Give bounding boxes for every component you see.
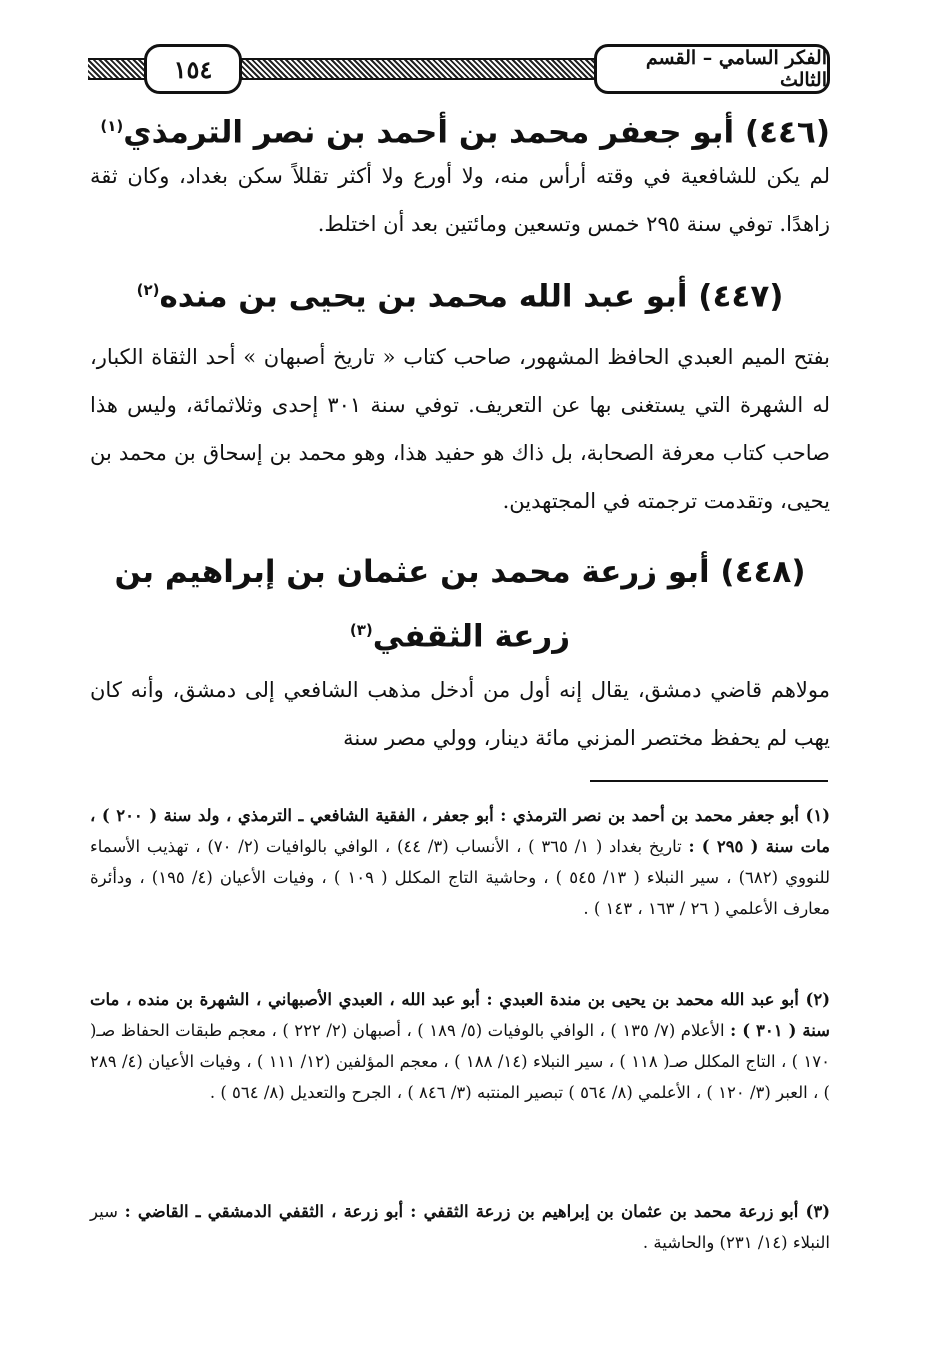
footnote-body: تاريخ بغداد ( ١/ ٣٦٥ ) ، الأنساب (٣/ ٤٤) ، الوافي بالوافيات (٢/ ٧٠) ، تهذيب الأسماء للنووي (٦٨٢) ، سير النبلاء ( ١٣/ ٥٤٥ ) ، وحاشية التاج المكلل ( ١٠٩ ) ، وفيات الأعيان (٤/ ١٩٥) ، ودأئرة معارف الأعلمي ( ٢٦ / ١٦٣ ، ١٤٣ ) . [90,837,831,918]
heading-text: (٤٤٧) أبو عبد الله محمد بن يحيى بن منده [159,278,784,315]
footnote-2 [90,984,830,1108]
entry-paragraph-446: لم يكن للشافعية في وقته أرأس منه، ولا أورع ولا أكثر تقللاً سكن بغداد، وكان ثقة زاهدًا. توفي سنة ٢٩٥ خمس وتسعين ومائتين بعد أن اختلط. [90,164,830,236]
entry-heading-448-line2 [90,602,830,664]
footnote-title: (٢) أبو عبد الله محمد بن يحيى بن مندة العبدي : أبو عبد الله ، العبدي الأصبهاني ، الشهرة بن منده ، مات سنة ( ٣٠١ ) : [90,990,831,1040]
heading-text: (٤٤٦) أبو جعفر محمد بن أحمد بن نصر الترمذي [123,114,830,151]
footnote-ref: (١) [100,117,124,135]
heading-text: زرعة الثقفي [372,618,571,655]
footnote-ref: (٣) [349,621,373,639]
page-number: ١٥٤ [144,44,242,94]
entry-paragraph-447: بفتح الميم العبدي الحافظ المشهور، صاحب كتاب « تاريخ أصبهان » أحد الثقاة الكبار، له الشهرة التي يستغنى بها عن التعريف. توفي سنة ٣٠١ إحدى وثلاثمائة، وليس هذا صاحب كتاب معرفة الصحابة، بل ذاك هو حفيد هذا، وهو محمد بن إسحاق بن محمد بن يحيى، وتقدمت ترجمته في المجتهدين. [90,345,831,513]
footnote-separator [590,780,828,782]
running-title: الفكر السامي – القسم الثالث [594,44,830,94]
entry-heading-448-line1: (٤٤٨) أبو زرعة محمد بن عثمان بن إبراهيم بن [114,554,806,590]
footnote-ref: (٢) [136,281,160,299]
footnote-body: سير النبلاء (١٤/ ٢٣١) والحاشية . [90,1202,830,1252]
footnote-1 [90,800,830,924]
footnote-title: (١) أبو جعفر محمد بن أحمد بن نصر الترمذي : أبو جعفر ، الفقية الشافعي ـ الترمذي ، ولد سنة ( ٢٠٠ ) ، مات سنة ( ٢٩٥ ) : [90,806,830,856]
footnote-title: (٣) أبو زرعة محمد بن عثمان بن إبراهيم بن زرعة الثقفي : أبو زرعة ، الثقفي الدمشقي ـ القاضي : [124,1202,830,1221]
footnote-3 [90,1196,830,1258]
entry-paragraph-448: مولاهم قاضي دمشق، يقال إنه أول من أدخل مذهب الشافعي إلى دمشق، وأنه كان يهب لم يحفظ مختصر المزني مائة دينار، وولي مصر سنة [90,678,830,750]
entry-heading-446 [90,98,830,160]
page-header [88,42,830,94]
entry-heading-447 [90,262,830,324]
footnote-body: الأعلام (٧/ ١٣٥ ) ، الوافي بالوفيات (٥/ ١٨٩ ) ، أصبهان (٢/ ٢٢٢ ) ، معجم طبقات الحفاظ صـ( ١٧٠ ) ، التاج المكلل صـ( ١١٨ ) ، سير النبلاء (١٤/ ١٨٨ ) ، معجم المؤلفين (١٢/ ١١١ ) ، وفيات الأعيان (٤/ ٢٨٩ ) ، العبر (٣/ ١٢٠ ) ، الأعلمي (٨/ ٥٦٤ ) تبصير المنتبه (٣/ ٨٤٦ ) ، الجرح والتعديل (٨/ ٥٦٤ ) . [90,1021,830,1102]
